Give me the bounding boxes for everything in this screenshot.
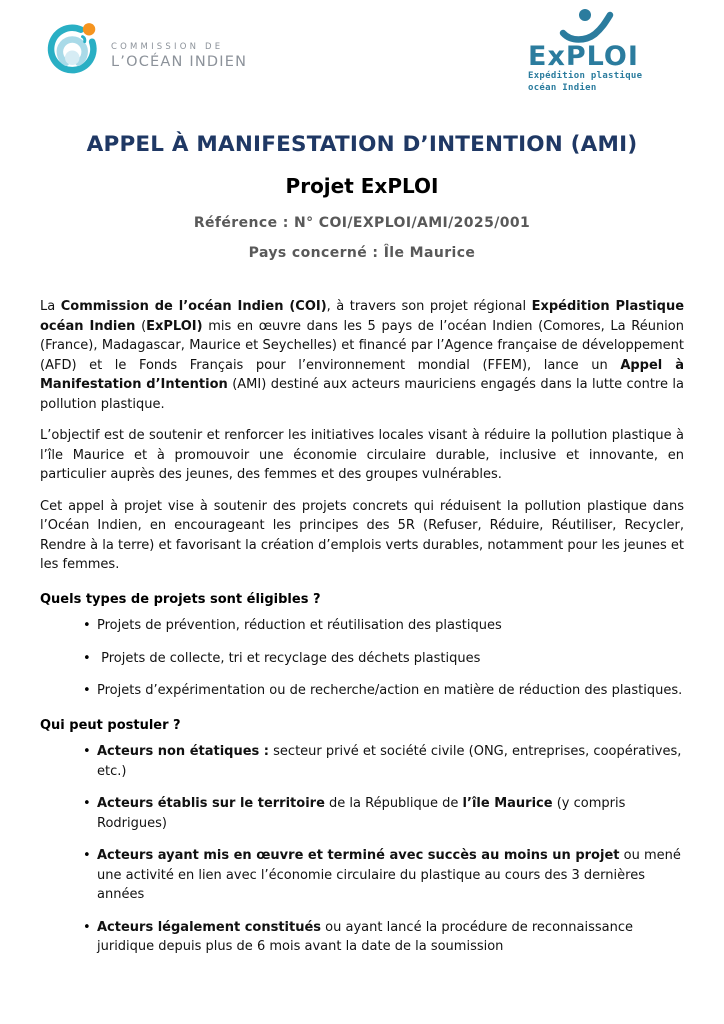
exploi-logo-name: ExPLOI (528, 41, 639, 72)
list-item (40, 794, 684, 833)
coi-swirl-icon (46, 18, 100, 80)
eligible-projects-list (40, 616, 684, 701)
text-run: Projets de collecte, tri et recyclage des déchets plastiques (97, 650, 481, 666)
text-run: ( (135, 318, 147, 334)
intro-paragraph-2 (40, 426, 684, 485)
text-run: , à travers son projet régional (326, 299, 532, 314)
text-run: Cet appel à projet vise à soutenir des projets concrets qui réduisent la pollution plastique dans l’Océan Indien, en encourageant les principes des 5R (Refuser, Réduire, Réutiliser, Recycler, Rendre à la terre) et favorisant la création d’emplois verts durables, notamment pour les jeunes et les femmes. (40, 498, 684, 572)
text-run: (y compris Rodrigues) (97, 796, 626, 831)
reference-line: Référence : N° COI/EXPLOI/AMI/2025/001 (193, 215, 531, 231)
coi-logo-line2: L’OCÉAN INDIEN (111, 54, 248, 70)
text-run: L’objectif est de soutenir et renforcer les initiatives locales visant à réduire la pollution plastique à l’île Maurice et à promouvoir une économie circulaire durable, inclusive et innovante, en particulier auprès des jeunes, des femmes et des groupes vulnérables. (40, 428, 684, 482)
list-item (40, 918, 684, 957)
bold-text-run: l’île Maurice (462, 796, 553, 811)
intro-paragraph-3 (40, 497, 684, 575)
who-can-apply-list (40, 742, 684, 957)
exploi-logo-subtitle-1: Expédition plastique (528, 71, 643, 81)
body-text (40, 297, 684, 957)
bold-text-run: Acteurs établis sur le territoire (97, 796, 325, 811)
exploi-logo (528, 8, 648, 94)
text-run: (AMI) destiné aux acteurs mauriciens engagés dans la lutte contre la pollution plastique. (40, 377, 684, 412)
text-run: ou ayant lancé la procédure de reconnaissance juridique depuis plus de 6 mois avant la date de la soumission (97, 919, 633, 954)
text-run: Projets de prévention, réduction et réutilisation des plastiques (97, 618, 502, 633)
country-line: Pays concerné : Île Maurice (248, 245, 476, 261)
intro-paragraph-1 (40, 297, 684, 414)
exploi-wave-icon (558, 8, 618, 44)
list-item (40, 681, 684, 701)
section-heading-eligible-projects: Quels types de projets sont éligibles ? (40, 591, 321, 607)
text-run: secteur privé et société civile (ONG, entreprises, coopératives, etc.) (97, 744, 682, 779)
coi-logo-text (111, 28, 247, 70)
document-content (40, 118, 684, 970)
bold-text-run: Acteurs ayant mis en œuvre et terminé avec succès au moins un projet (97, 848, 620, 863)
text-run: de la République de (324, 796, 463, 811)
bold-text-run: ExPLOI) (146, 318, 203, 334)
list-item (40, 846, 684, 905)
text-run: Projets d’expérimentation ou de recherche/action en matière de réduction des plastiques. (97, 683, 683, 698)
document-title: APPEL À MANIFESTATION D’INTENTION (AMI) (86, 132, 638, 157)
list-item (40, 649, 684, 669)
bold-text-run: Expédition Plastique océan Indien (40, 299, 685, 334)
bold-text-run: Commission de l’océan Indien (COI) (60, 299, 327, 314)
coi-logo-line1: COMMISSION DE (111, 42, 224, 52)
exploi-logo-subtitle-2: océan Indien (528, 83, 597, 93)
coi-logo (46, 18, 247, 80)
text-run: La (40, 299, 61, 314)
bold-text-run: Appel à Manifestation d’Intention (40, 357, 684, 392)
text-run: mis en œuvre dans les 5 pays de l’océan Indien (Comores, La Réunion (France), Madagascar, Maurice et Seychelles) et financé par l’Agence française de développement (AFD) et le Fonds Français pour l’environnement mondial (FFEM), lance un (40, 318, 684, 373)
section-heading-who-can-apply: Qui peut postuler ? (40, 717, 181, 733)
document-subtitle: Projet ExPLOI (285, 174, 439, 198)
list-item (40, 616, 684, 636)
bold-text-run: Acteurs non étatiques : (97, 744, 270, 759)
bold-text-run: Acteurs légalement constitués (97, 919, 322, 935)
text-run: ou mené une activité en lien avec l’économie circulaire du plastique au cours des 3 dernières années (97, 848, 681, 902)
list-item (40, 742, 684, 781)
